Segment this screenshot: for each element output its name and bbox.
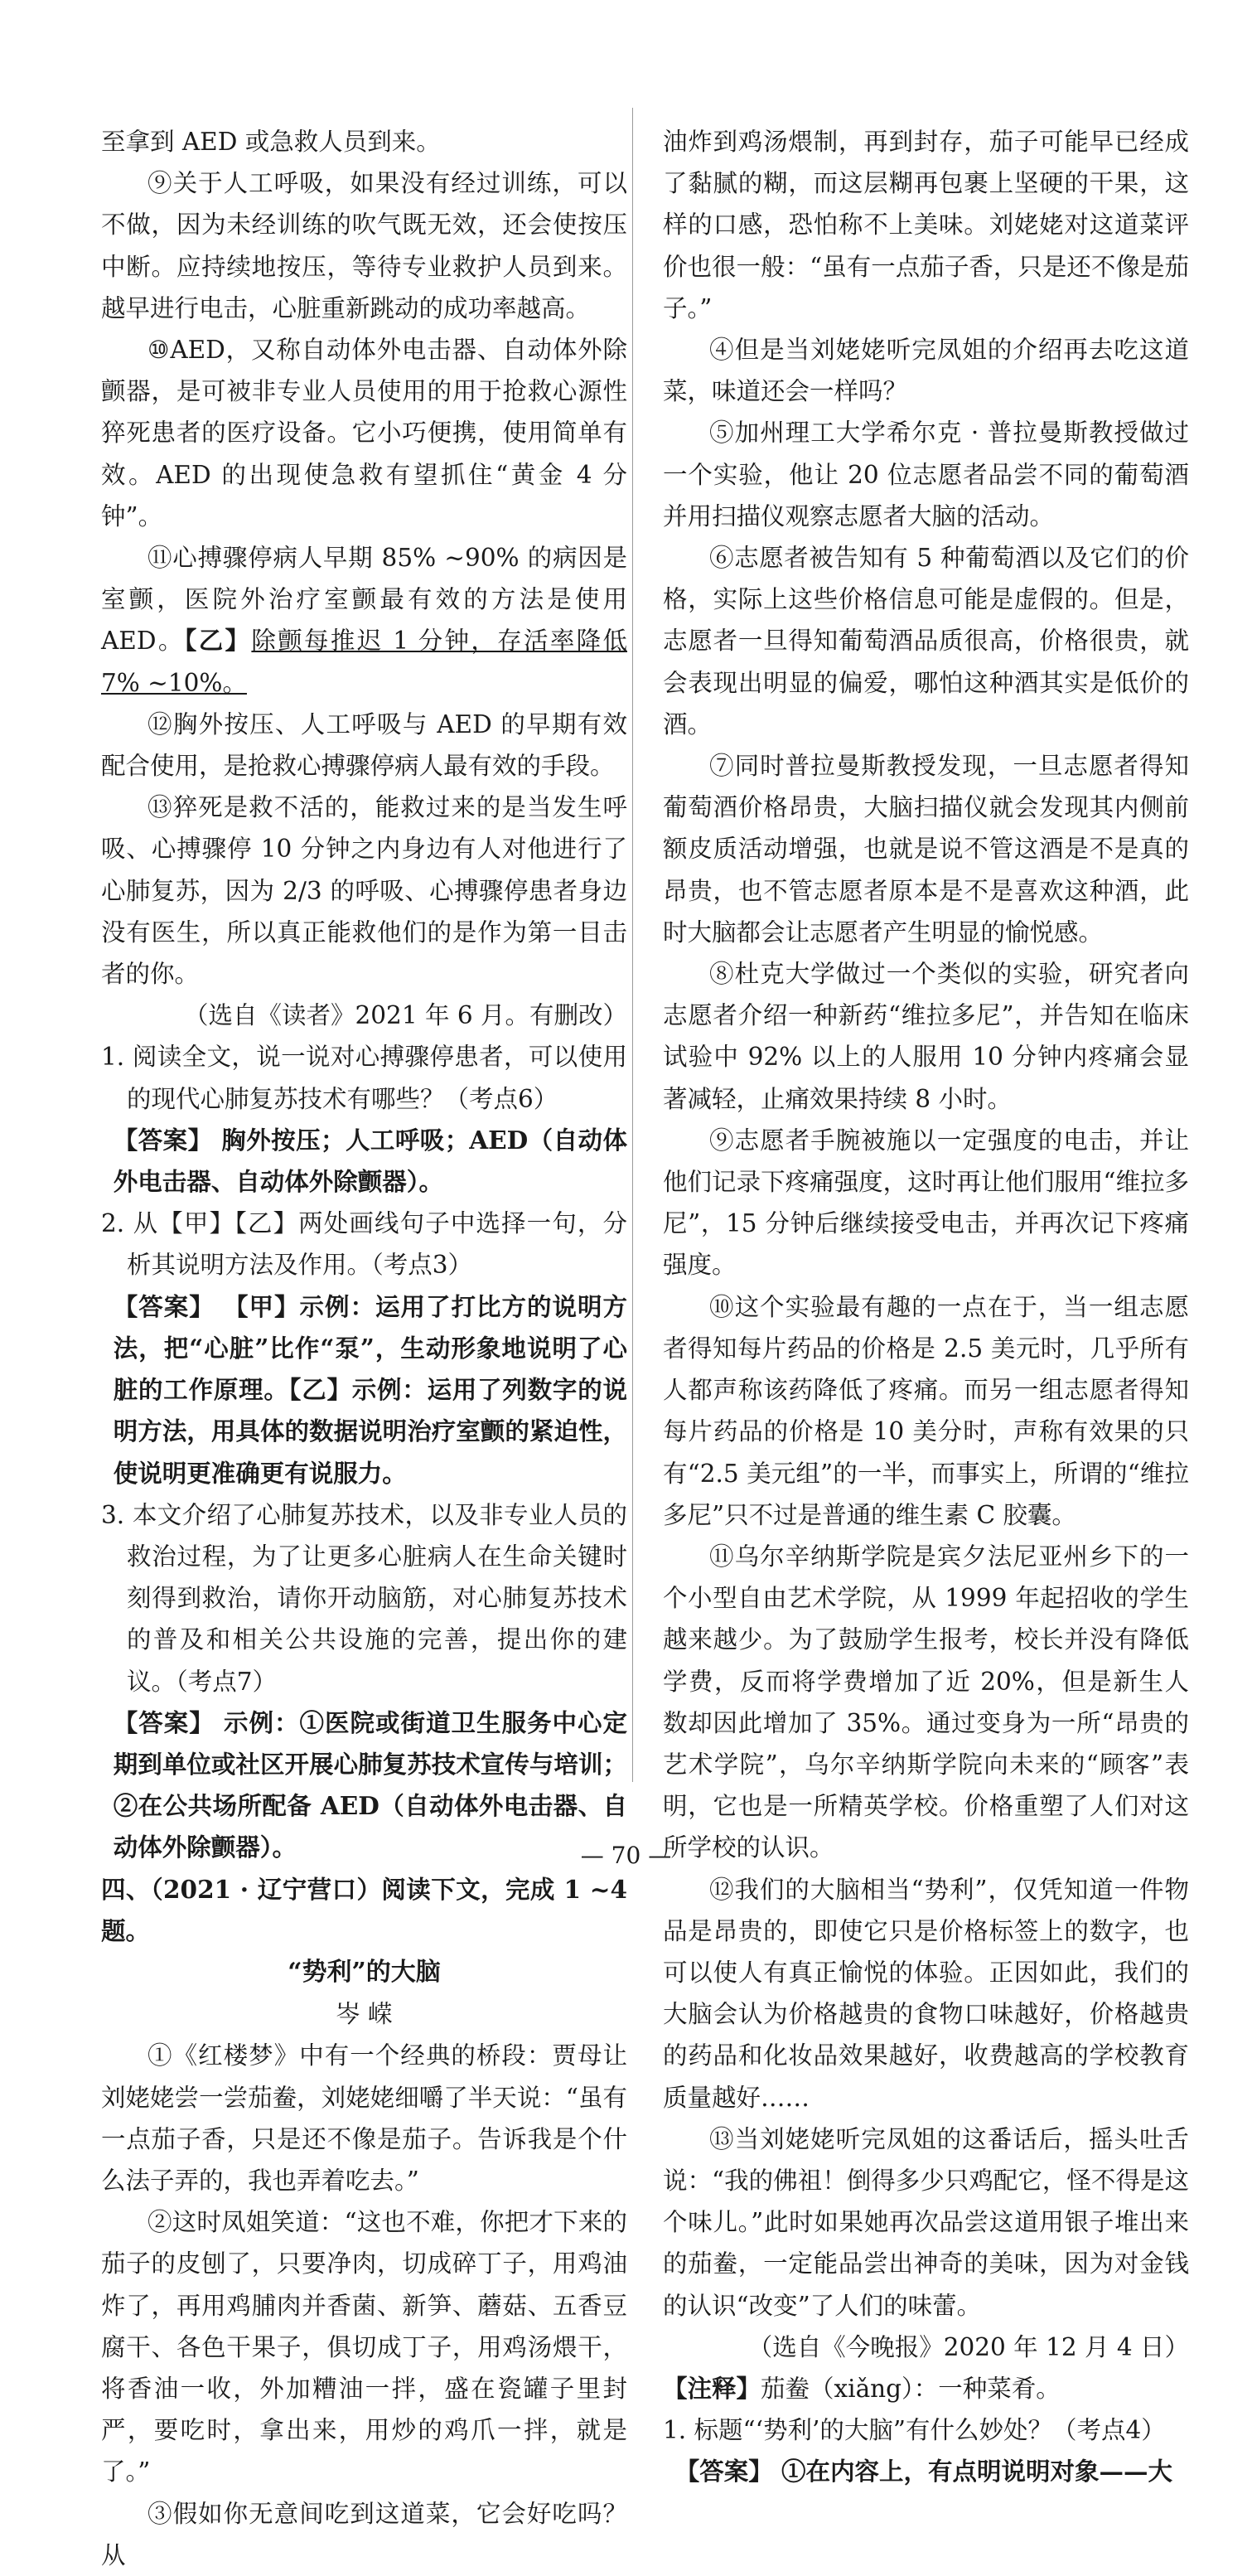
article-paragraph-9: ⑨志愿者手腕被施以一定强度的电击，并让他们记录下疼痛强度，这时再让他们服用“维拉多尼”，15 分钟后继续接受电击，并再次记下疼痛强度。 bbox=[663, 1126, 1189, 1280]
answer-label: 【答案】 bbox=[674, 2457, 773, 2486]
paragraph-13: ⑬猝死是救不活的，能救过来的是当发生呼吸、心搏骤停 10 分钟之内身边有人对他进行了心肺复苏，因为 2/3 的呼吸、心搏骤停患者身边没有医生，所以真正能救他们的是作为第一目击者的你。 bbox=[101, 793, 627, 989]
page-number: — 70 — bbox=[580, 1842, 672, 1869]
article-paragraph-5: ⑤加州理工大学希尔克 · 普拉曼斯教授做过一个实验，他让 20 位志愿者品尝不同的葡萄酒并用扫描仪观察志愿者大脑的活动。 bbox=[663, 419, 1189, 530]
source-citation: （选自《读者》2021 年 6 月。有删改） bbox=[184, 1001, 627, 1030]
article-paragraph-1: ①《红楼梦》中有一个经典的桥段：贾母让刘姥姥尝一尝茄鲞，刘姥姥细嚼了半天说：“虽有一点茄子香，只是还不像是茄子。告诉我是个什么法子弄的，我也弄着吃去。” bbox=[101, 2041, 627, 2195]
answer-1-text: 胸外按压；人工呼吸；AED（自动体外电击器、自动体外除颤器）。 bbox=[113, 1125, 627, 1197]
paragraph-12: ⑫胸外按压、人工呼吸与 AED 的早期有效配合使用，是抢救心搏骤停病人最有效的手段。 bbox=[101, 709, 627, 781]
article-paragraph-4: ④但是当刘姥姥听完凤姐的介绍再去吃这道菜，味道还会一样吗？ bbox=[663, 336, 1189, 406]
article-paragraph-8: ⑧杜克大学做过一个类似的实验，研究者向志愿者介绍一种新药“维拉多尼”，并告知在临床试验中 92% 以上的人服用 10 分钟内疼痛会显著减轻，止痛效果持续 8 小时。 bbox=[663, 960, 1189, 1113]
paragraph-11 bbox=[101, 537, 627, 704]
column-divider bbox=[632, 108, 633, 1782]
answer-4-1-text: ①在内容上，有点明说明对象——大 bbox=[781, 2457, 1173, 2486]
article-paragraph-7: ⑦同时普拉曼斯教授发现，一旦志愿者得知葡萄酒价格昂贵，大脑扫描仪就会发现其内侧前额皮质活动增强，也就是说不管这酒是不是真的昂贵，也不管志愿者原本是不是喜欢这种酒，此时大脑都会让志愿者产生明显的愉悦感。 bbox=[663, 752, 1189, 947]
answer-label: 【答案】 bbox=[113, 1291, 215, 1321]
answer-2-text: 【甲】示例：运用了打比方的说明方法，把“心脏”比作“泵”，生动形象地说明了心脏的工作原理。【乙】示例：运用了列数字的说明方法，用具体的数据说明治疗室颤的紧迫性，使说明更准确更有说服力。 bbox=[113, 1291, 627, 1488]
answer-label: 【答案】 bbox=[113, 1707, 215, 1737]
article-title: “势利”的大脑 bbox=[288, 1957, 441, 1987]
annotation-note bbox=[663, 2368, 1189, 2409]
question-4-1: 1. 标题“‘势利’的大脑”有什么妙处？（考点4） bbox=[663, 2416, 1166, 2445]
right-column bbox=[663, 121, 1189, 2493]
article-paragraph-6: ⑥志愿者被告知有 5 种葡萄酒以及它们的价格，实际上这些价格信息可能是虚假的。但是，志愿者一旦得知葡萄酒品质很高，价格很贵，就会表现出明显的偏爱，哪怕这种酒其实是低价的酒。 bbox=[663, 544, 1189, 738]
answer-label: 【答案】 bbox=[113, 1125, 213, 1155]
article-paragraph-2: ②这时凤姐笑道：“这也不难，你把才下来的茄子的皮刨了，只要净肉，切成碎丁子，用鸡油炸了，再用鸡脯肉并香菌、新笋、蘑菇、五香豆腐干、各色干果子，俱切成丁子，用鸡汤煨干，将香油一收，外加糟油一拌，盛在瓷罐子里封严，要吃时，拿出来，用炒的鸡爪一拌，就是了。” bbox=[101, 2208, 627, 2486]
left-column bbox=[101, 121, 627, 2576]
article-paragraph-12: ⑫我们的大脑相当“势利”，仅凭知道一件物品是昂贵的，即使它只是价格标签上的数字，也可以使人有真正愉悦的体验。正因如此，我们的大脑会认为价格越贵的食物口味越好，价格越贵的药品和化妆品效果越好，收费越高的学校教育质量越好…… bbox=[663, 1875, 1189, 2112]
answer-1 bbox=[101, 1120, 627, 1203]
article-source-citation: （选自《今晚报》2020 年 12 月 4 日） bbox=[747, 2332, 1189, 2361]
article-paragraph-11: ⑪乌尔辛纳斯学院是宾夕法尼亚州乡下的一个小型自由艺术学院，从 1999 年起招收的学生越来越少。为了鼓励学生报考，校长并没有降低学费，反而将学费增加了近 20%，但是新生人数却因此增加了 35%。通过变身为一所“昂贵的艺术学院”，乌尔辛纳斯学院向未来的“顾客”表明，它也是一所精英学校。价格重塑了人们对这所学校的认识。 bbox=[663, 1542, 1189, 1862]
article-author: 岑 嵘 bbox=[336, 2000, 393, 2029]
marker-yi: 【乙】 bbox=[184, 626, 252, 656]
answer-3-text: 示例：①医院或街道卫生服务中心定期到单位或社区开展心肺复苏技术宣传与培训；②在公共场所配备 AED（自动体外电击器、自动体外除颤器）。 bbox=[113, 1707, 627, 1862]
answer-2 bbox=[101, 1286, 627, 1494]
note-label: 【注释】 bbox=[663, 2373, 761, 2403]
article-paragraph-3: ③假如你无意间吃到这道菜，它会好吃吗？从 bbox=[101, 2499, 627, 2569]
paragraph-9: ⑨关于人工呼吸，如果没有经过训练，可以不做，因为未经训练的吹气既无效，还会使按压中断。应持续地按压，等待专业救护人员到来。越早进行电击，心脏重新跳动的成功率越高。 bbox=[101, 169, 627, 322]
section-4-heading: 四、（2021 · 辽宁营口）阅读下文，完成 1 ~4 题。 bbox=[101, 1874, 627, 1945]
paragraph-11-text: ⑪心搏骤停病人早期 85% ~90% 的病因是室颤，医院外治疗室颤最有效的方法是使用 AED。 bbox=[101, 544, 627, 656]
article-paragraph-3-continued: 油炸到鸡汤煨制，再到封存，茄子可能早已经成了黏腻的糊，而这层糊再包裹上坚硬的干果，这样的口感，恐怕称不上美味。刘姥姥对这道菜评价也很一般：“虽有一点茄子香，只是还不像是茄子。” bbox=[663, 128, 1189, 322]
article-paragraph-13: ⑬当刘姥姥听完凤姐的这番话后，摇头吐舌说：“我的佛祖！倒得多少只鸡配它，怪不得是这个味儿。”此时如果她再次品尝这道用银子堆出来的茄鲞，一定能品尝出神奇的美味，因为对金钱的认识“改变”了人们的味蕾。 bbox=[663, 2124, 1189, 2320]
article-paragraph-10: ⑩这个实验最有趣的一点在于，当一组志愿者得知每片药品的价格是 2.5 美元时，几乎所有人都声称该药降低了疼痛。而另一组志愿者得知每片药品的价格是 10 美分时，声称有效果的只有“2.5 美元组”的一半，而事实上，所谓的“维拉多尼”只不过是普通的维生素 C 胶囊。 bbox=[663, 1292, 1189, 1529]
paragraph-10: ⑩AED，又称自动体外电击器、自动体外除颤器，是可被非专业人员使用的用于抢救心源性猝死患者的医疗设备。它小巧便携，使用简单有效。AED 的出现使急救有望抓住“黄金 4 分钟”。 bbox=[101, 336, 627, 530]
question-1: 1. 阅读全文，说一说对心搏骤停患者，可以使用的现代心肺复苏技术有哪些？（考点6） bbox=[101, 1043, 627, 1113]
answer-4-1 bbox=[663, 2451, 1189, 2492]
underlined-sentence-yi: 除颤每推迟 1 分钟，存活率降低 7% ~10%。 bbox=[101, 627, 627, 697]
question-2: 2. 从【甲】【乙】两处画线句子中选择一句，分析其说明方法及作用。（考点3） bbox=[101, 1209, 627, 1280]
note-text: 茄鲞（xiǎng）：一种菜肴。 bbox=[761, 2374, 1061, 2403]
question-3: 3. 本文介绍了心肺复苏技术，以及非专业人员的救治过程，为了让更多心脏病人在生命关键时刻得到救治，请你开动脑筋，对心肺复苏技术的普及和相关公共设施的完善，提出你的建议。（考点7） bbox=[101, 1500, 627, 1696]
paragraph-continued: 至拿到 AED 或急救人员到来。 bbox=[101, 128, 441, 156]
